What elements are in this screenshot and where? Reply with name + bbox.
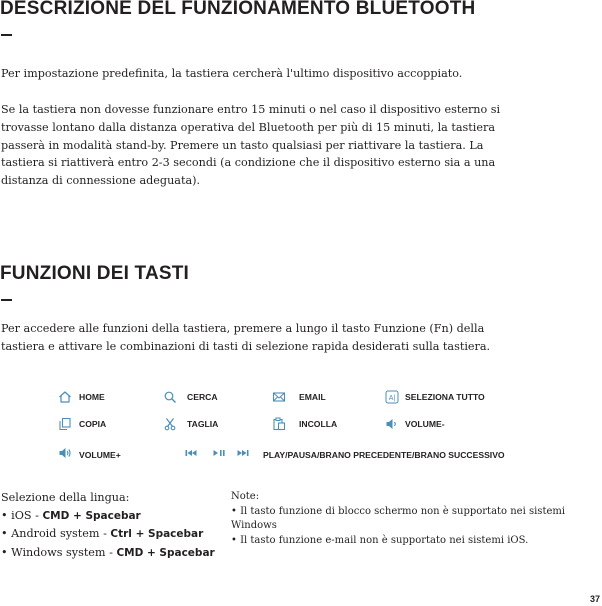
email-label: EMAIL xyxy=(299,392,326,402)
language-title: Selezione della lingua: xyxy=(1,491,130,504)
paragraph-line: tastiera e attivare le combinazioni di tasti di selezione rapida desiderati sulla tastiera. xyxy=(1,339,491,353)
language-item xyxy=(1,507,226,526)
copy-icon xyxy=(58,417,72,431)
paste-icon xyxy=(272,417,286,431)
search-icon xyxy=(163,390,177,404)
previous-track-icon xyxy=(184,446,198,460)
copy-label: COPIA xyxy=(79,419,107,429)
svg-text:A|: A| xyxy=(388,395,396,402)
language-platform: • Windows system - xyxy=(1,545,117,559)
scissors-icon xyxy=(163,417,177,431)
keys-section-title: FUNZIONI DEI TASTI xyxy=(0,263,190,284)
speaker-low-icon xyxy=(385,417,399,431)
volume-down-label: VOLUME- xyxy=(405,419,445,429)
language-platform: • iOS - xyxy=(1,508,43,522)
page-number: 37 xyxy=(589,594,600,604)
language-shortcut: CMD + Spacebar xyxy=(42,509,141,522)
speaker-high-icon xyxy=(58,446,72,460)
paste-label: INCOLLA xyxy=(299,419,338,429)
next-track-icon xyxy=(236,446,250,460)
volume-up-label: VOLUME+ xyxy=(79,450,121,460)
play-pause-icon xyxy=(212,446,226,460)
search-label: CERCA xyxy=(187,392,218,402)
note-line: • Il tasto funzione di blocco schermo non è supportato nei sistemi xyxy=(231,505,566,517)
paragraph-line: distanza di connessione adeguata). xyxy=(1,174,201,188)
title-dash xyxy=(1,299,12,301)
language-platform: • Android system - xyxy=(1,527,111,541)
title-dash xyxy=(1,34,12,36)
select-all-label: SELEZIONA TUTTO xyxy=(405,392,485,402)
language-shortcut: Ctrl + Spacebar xyxy=(110,528,204,541)
paragraph-line: tastiera si riattiverà entro 2-3 secondi (a condizione che il dispositivo esterno sia a una xyxy=(1,156,496,170)
paragraph-line: trovasse lontano dalla distanza operativa del Bluetooth per più di 15 minuti, la tastiera xyxy=(1,120,495,134)
envelope-icon xyxy=(272,390,286,404)
language-shortcut: CMD + Spacebar xyxy=(116,546,215,559)
paragraph-line: Se la tastiera non dovesse funzionare entro 15 minuti o nel caso il dispositivo esterno si xyxy=(1,103,501,116)
cut-label: TAGLIA xyxy=(187,419,219,429)
bluetooth-paragraph-1: Per impostazione predefinita, la tastiera cercherà l'ultimo dispositivo accoppiato. xyxy=(1,67,463,80)
paragraph-line: passerà in modalità stand-by. Premere un tasto qualsiasi per riattivare la tastiera. La xyxy=(1,138,484,152)
select-all-icon xyxy=(385,390,399,404)
home-label: HOME xyxy=(79,392,105,402)
notes xyxy=(231,490,596,548)
note-line: • Il tasto funzione e-mail non è supportato nei sistemi iOS. xyxy=(231,534,529,546)
media-label: PLAY/PAUSA/BRANO PRECEDENTE/BRANO SUCCESSIVO xyxy=(263,450,505,460)
language-item xyxy=(1,525,226,544)
bluetooth-paragraph-2 xyxy=(1,101,521,190)
paragraph-line: Per accedere alle funzioni della tastiera, premere a lungo il tasto Funzione (Fn) della xyxy=(1,322,485,335)
home-icon xyxy=(58,390,72,404)
keys-intro xyxy=(1,320,521,356)
bluetooth-section-title: DESCRIZIONE DEL FUNZIONAMENTO BLUETOOTH xyxy=(0,0,476,19)
note-line: Windows xyxy=(231,520,277,532)
language-selection xyxy=(1,489,226,562)
notes-title: Note: xyxy=(231,491,260,502)
language-item xyxy=(1,544,226,563)
